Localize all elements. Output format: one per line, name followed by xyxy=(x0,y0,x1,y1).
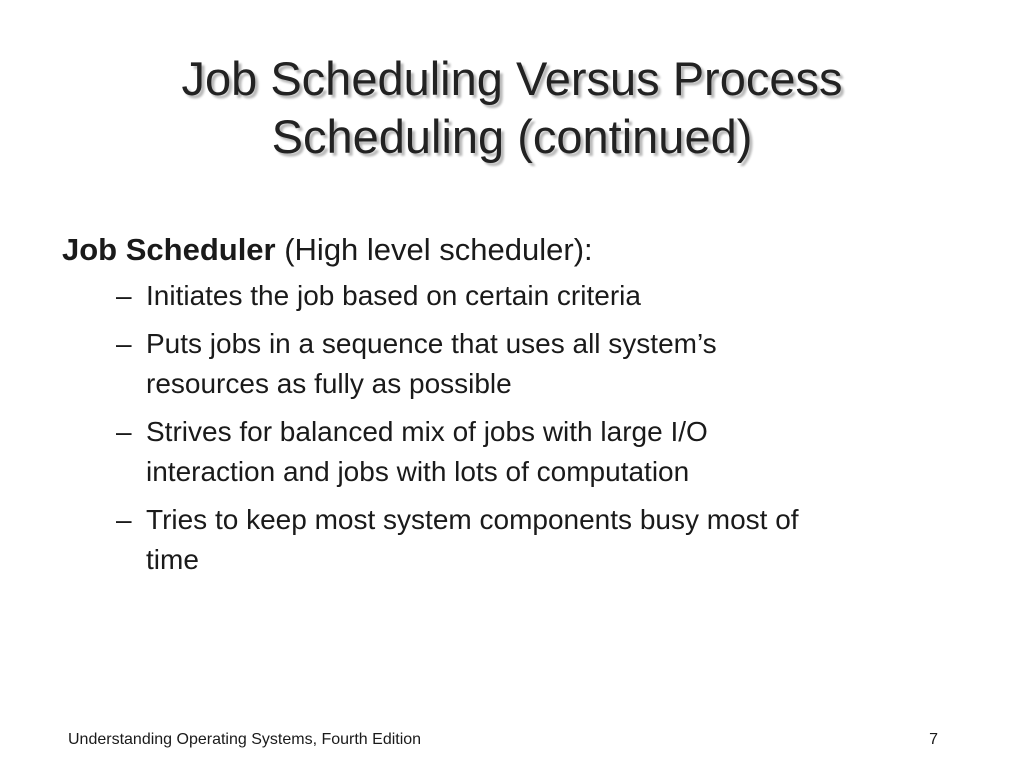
bullet-text-continued: resources as fully as possible xyxy=(146,368,512,399)
section-heading xyxy=(62,228,962,272)
footer-page-number: 7 xyxy=(929,731,938,748)
bullet-text: Tries to keep most system components busy most of xyxy=(146,504,799,535)
slide-title xyxy=(0,50,1024,166)
bullet-dash: – xyxy=(116,280,132,311)
bullet-text: Strives for balanced mix of jobs with large I/O xyxy=(146,416,708,447)
bullet-dash: – xyxy=(116,328,132,359)
title-line-1: Job Scheduling Versus Process xyxy=(181,52,843,105)
bullet-dash: – xyxy=(116,504,132,535)
bullet-text: Initiates the job based on certain criteria xyxy=(146,280,641,311)
bullet-text-continued: time xyxy=(146,544,199,575)
bullet-text-continued: interaction and jobs with lots of computation xyxy=(146,456,690,487)
bullet-list xyxy=(62,276,962,580)
heading-bold-term: Job Scheduler xyxy=(62,232,276,267)
footer-book-title: Understanding Operating Systems, Fourth Edition xyxy=(68,731,422,748)
bullet-item xyxy=(62,412,962,492)
bullet-item xyxy=(62,324,962,404)
bullet-item xyxy=(62,276,962,316)
heading-description: (High level scheduler): xyxy=(275,232,593,267)
bullet-item xyxy=(62,500,962,580)
bullet-dash: – xyxy=(116,416,132,447)
title-line-2: Scheduling (continued) xyxy=(271,110,753,163)
slide-body xyxy=(62,228,962,588)
bullet-text: Puts jobs in a sequence that uses all system’s xyxy=(146,328,717,359)
